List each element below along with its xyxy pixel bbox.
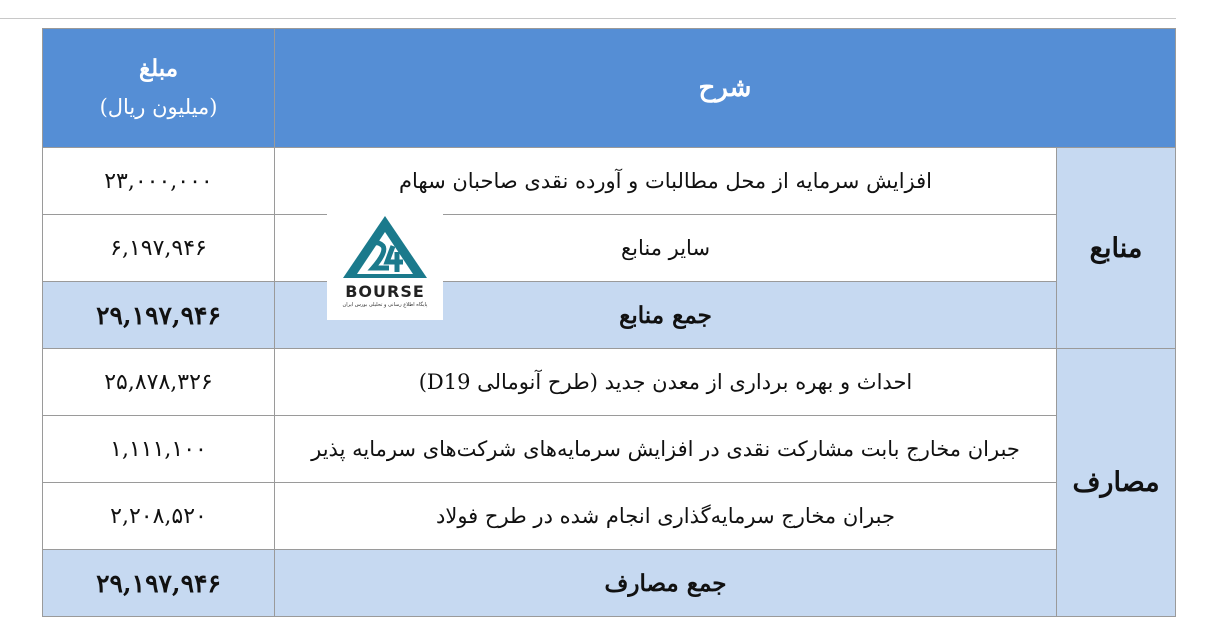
table-row — [43, 215, 1176, 282]
table-header-row — [43, 29, 1176, 148]
description-header: شرح — [275, 29, 1176, 148]
amount-header-title: مبلغ — [138, 55, 179, 82]
table-row — [43, 483, 1176, 550]
description-cell: افزایش سرمایه از محل مطالبات و آورده نقدی صاحبان سهام — [275, 148, 1057, 215]
bourse-watermark-logo — [327, 210, 443, 320]
amount-header — [43, 29, 275, 148]
bourse-24-logo-icon — [327, 210, 443, 282]
table-row — [43, 349, 1176, 416]
description-cell: جبران مخارج سرمایه‌گذاری انجام شده در طرح فولاد — [275, 483, 1057, 550]
total-description-cell: جمع منابع — [275, 282, 1057, 349]
page-top-rule — [0, 18, 1176, 19]
amount-cell: ۱,۱۱۱,۱۰۰ — [43, 416, 275, 483]
bourse-tagline: پایگاه اطلاع رسانی و تحلیلی بورس ایران — [342, 302, 428, 308]
amount-cell: ۲۳,۰۰۰,۰۰۰ — [43, 148, 275, 215]
bourse-wordmark: BOURSE — [345, 282, 425, 301]
table-row — [43, 148, 1176, 215]
total-row-uses — [43, 550, 1176, 617]
total-amount-cell: ۲۹,۱۹۷,۹۴۶ — [43, 282, 275, 349]
amount-header-unit: (میلیون ریال) — [99, 95, 218, 119]
total-description-cell: جمع مصارف — [275, 550, 1057, 617]
amount-cell: ۶,۱۹۷,۹۴۶ — [43, 215, 275, 282]
description-cell: احداث و بهره برداری از معدن جدید (طرح آنومالی D19) — [275, 349, 1057, 416]
sources-uses-table — [42, 28, 1176, 617]
amount-cell: ۲,۲۰۸,۵۲۰ — [43, 483, 275, 550]
total-row-sources — [43, 282, 1176, 349]
table-row — [43, 416, 1176, 483]
description-cell: جبران مخارج بابت مشارکت نقدی در افزایش سرمایه‌های شرکت‌های سرمایه پذیر — [275, 416, 1057, 483]
category-cell-sources: منابع — [1057, 148, 1176, 349]
description-cell: سایر منابع — [275, 215, 1057, 282]
total-amount-cell: ۲۹,۱۹۷,۹۴۶ — [43, 550, 275, 617]
amount-cell: ۲۵,۸۷۸,۳۲۶ — [43, 349, 275, 416]
category-cell-uses: مصارف — [1057, 349, 1176, 617]
